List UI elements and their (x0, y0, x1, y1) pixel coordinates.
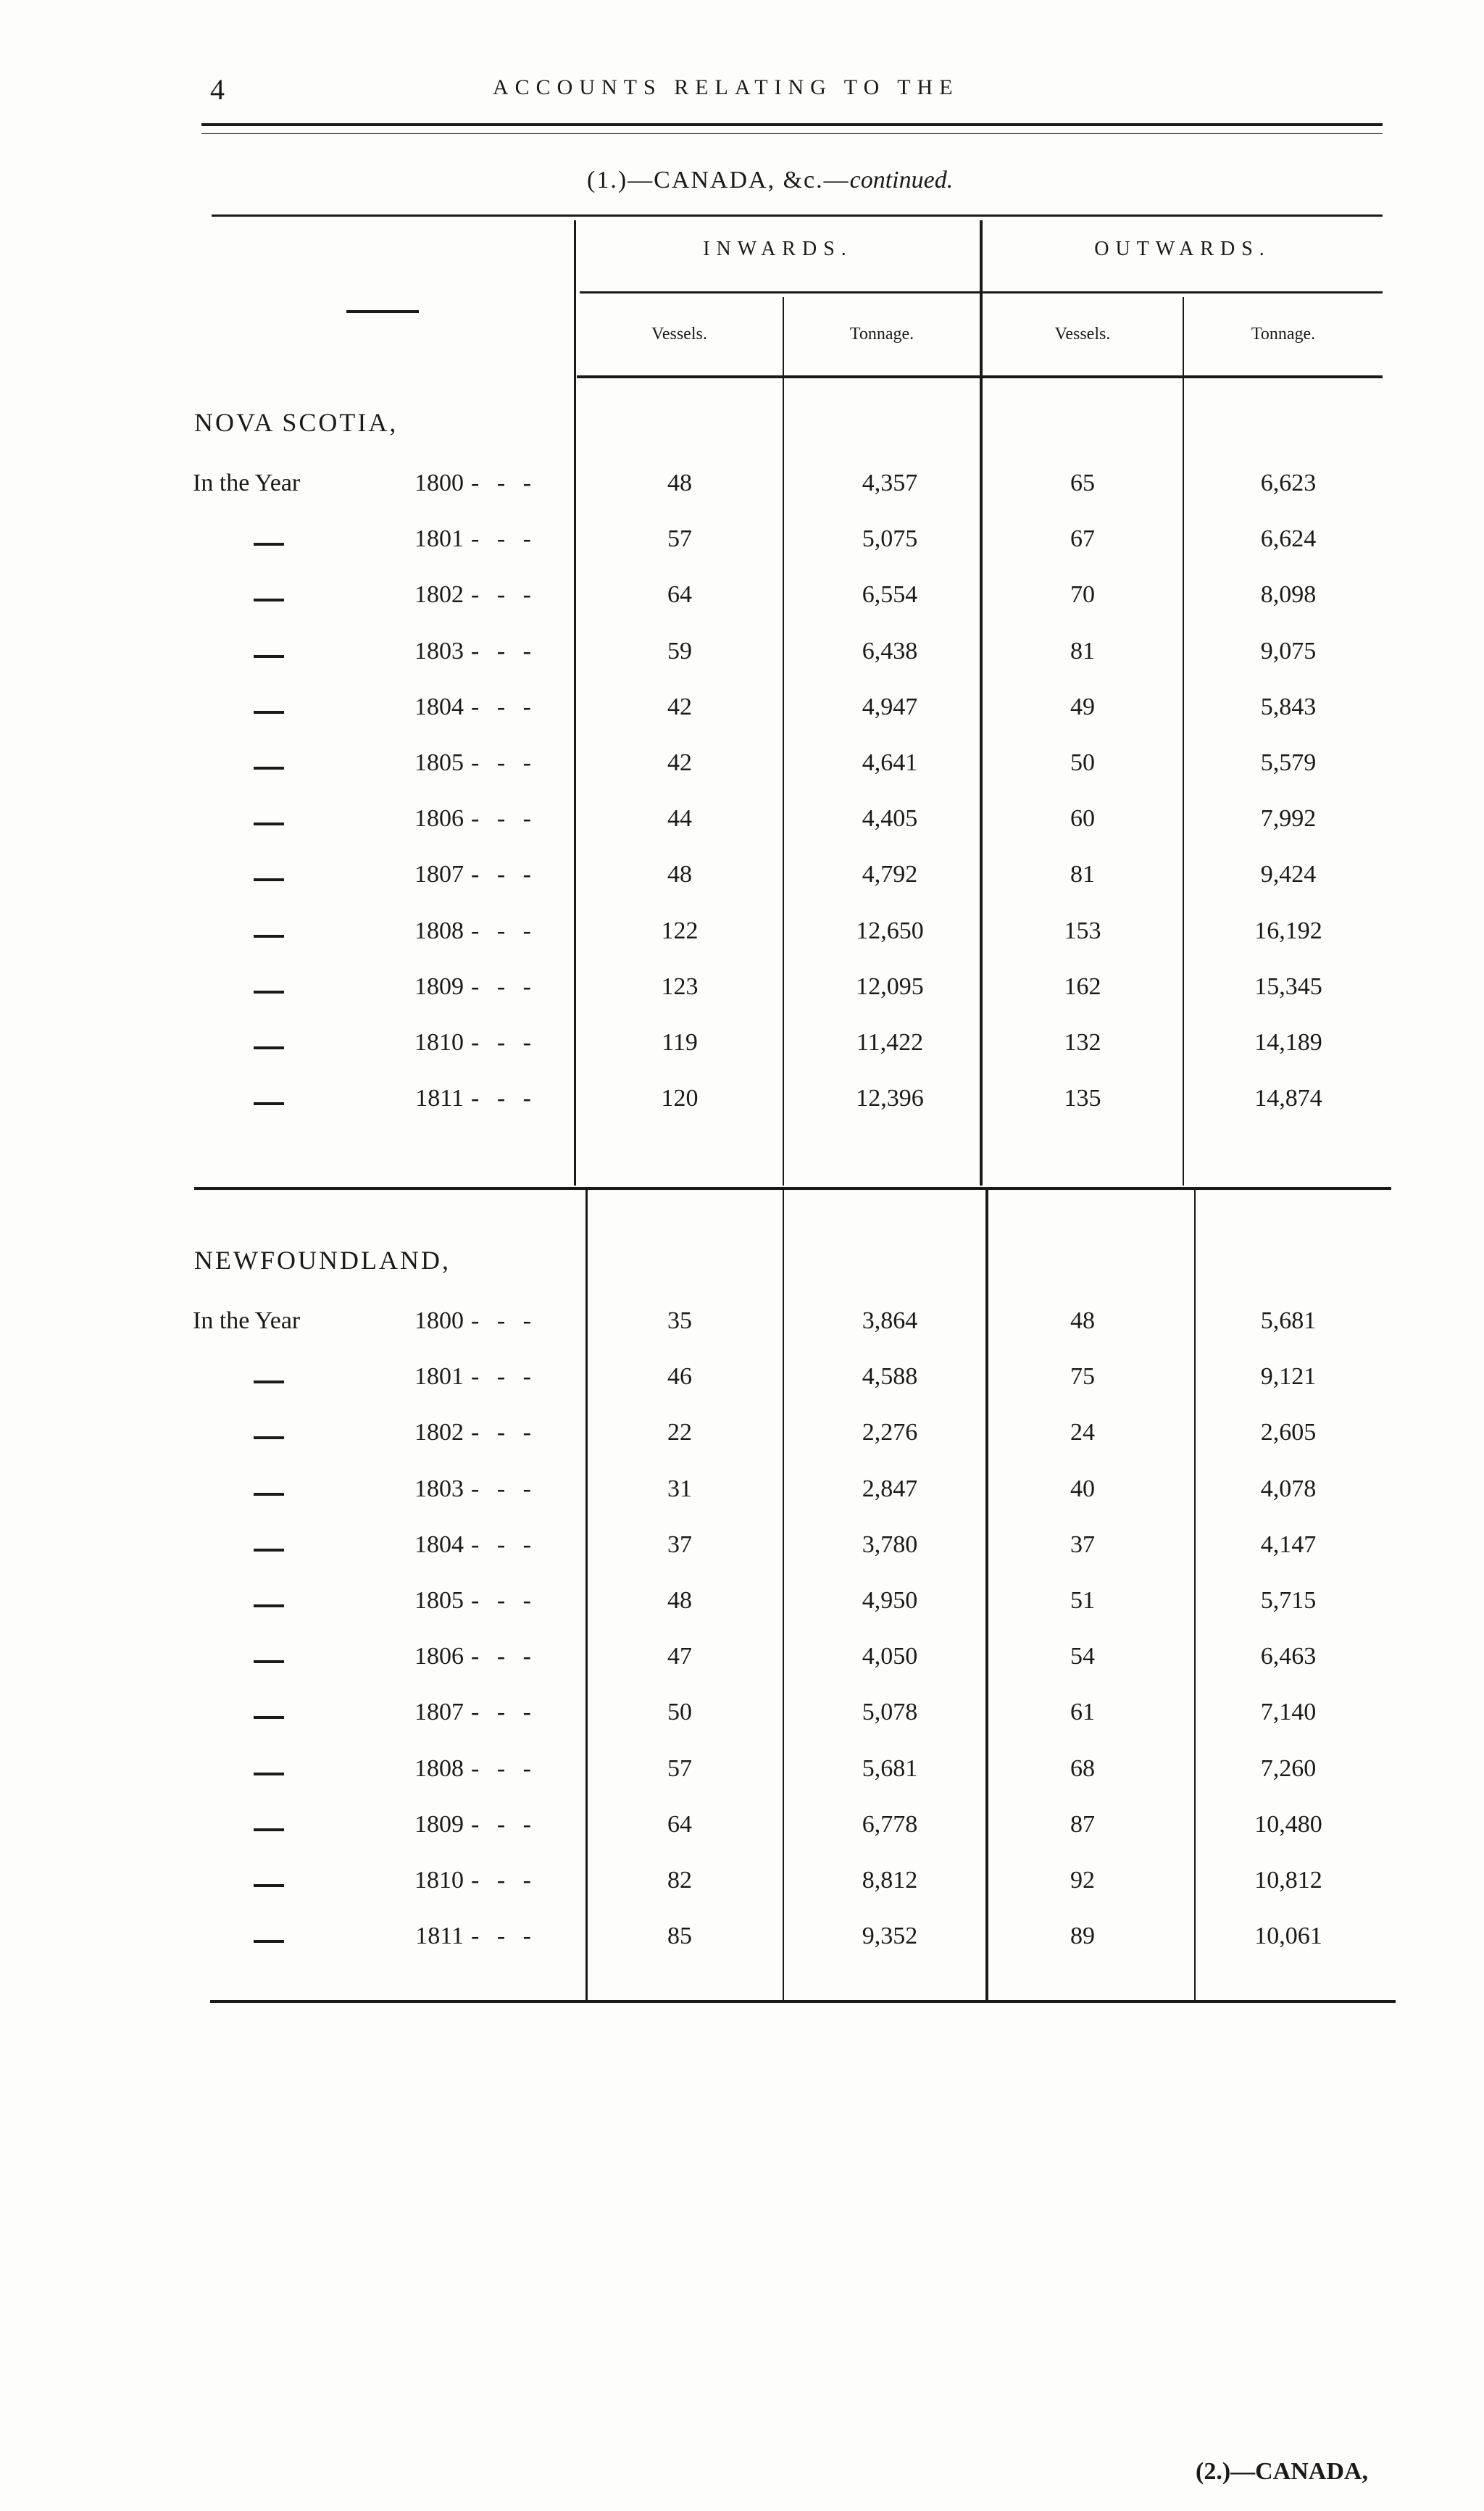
leader-dots: - - - (471, 581, 537, 609)
vessels-out-cell: 54 (1070, 1643, 1095, 1670)
leader-dots: - - - (471, 1754, 537, 1782)
vessels-in-cell: 37 (667, 1531, 692, 1558)
row-prefix: In the Year (193, 1307, 301, 1334)
vessels-in-cell: 123 (661, 973, 699, 1000)
stub-header-dash (346, 310, 419, 313)
ditto-dash (254, 1884, 284, 1887)
tonnage-in-cell: 5,075 (862, 525, 918, 553)
leader-dots: - - - (471, 525, 537, 553)
table-row (0, 861, 1484, 897)
leader-dots: - - - (471, 805, 537, 833)
vessels-out-cell: 61 (1070, 1699, 1095, 1726)
leader-dots: - - - (471, 470, 537, 496)
year-cell: 1807 (414, 861, 464, 888)
tonnage-out-cell: 4,147 (1260, 1531, 1317, 1558)
year-cell: 1800 (414, 470, 464, 496)
table-row (0, 581, 1484, 617)
year-cell: 1809 (414, 1810, 464, 1838)
vessels-out-cell: 132 (1064, 1029, 1101, 1056)
running-title: ACCOUNTS RELATING TO THE (493, 75, 959, 99)
table-row (0, 1475, 1484, 1512)
vessels-out-cell: 51 (1070, 1587, 1095, 1614)
vessels-in-cell: 48 (667, 470, 692, 496)
tonnage-in-cell: 5,078 (862, 1699, 918, 1726)
col-header-vessels-out: Vessels. (1054, 325, 1111, 343)
leader-dots: - - - (471, 749, 537, 776)
year-cell: 1801 (414, 525, 464, 553)
tonnage-out-cell: 4,078 (1260, 1475, 1317, 1502)
tonnage-in-cell: 4,950 (862, 1587, 918, 1614)
tonnage-out-cell: 10,812 (1254, 1867, 1322, 1894)
vessels-out-cell: 50 (1070, 749, 1095, 776)
header-rule-thin (201, 133, 1383, 134)
subtitle-rule (212, 215, 1383, 217)
table-row (0, 1363, 1484, 1399)
tonnage-in-cell: 4,641 (862, 749, 918, 776)
tonnage-in-cell: 3,864 (862, 1307, 918, 1334)
leader-dots: - - - (471, 1085, 537, 1112)
tonnage-out-cell: 14,874 (1254, 1085, 1322, 1112)
vessels-in-cell: 122 (661, 917, 699, 944)
ditto-dash (254, 767, 284, 770)
vessels-out-cell: 89 (1070, 1923, 1095, 1950)
leader-dots: - - - (471, 973, 537, 1000)
table-bottom-rule (210, 2000, 1396, 2003)
year-cell: 1802 (414, 581, 464, 609)
table-row (0, 694, 1484, 730)
vessels-in-cell: 120 (661, 1085, 699, 1112)
table-row (0, 1867, 1484, 1903)
leader-dots: - - - (471, 1587, 537, 1614)
row-prefix: In the Year (193, 470, 301, 496)
vessels-in-cell: 35 (667, 1307, 692, 1334)
table-row (0, 525, 1484, 562)
year-cell: 1802 (414, 1419, 464, 1446)
section-heading: NOVA SCOTIA, (194, 408, 399, 437)
tonnage-out-cell: 9,424 (1260, 861, 1317, 888)
table-row (0, 1531, 1484, 1567)
table-row (0, 1811, 1484, 1847)
vessels-out-cell: 37 (1070, 1531, 1095, 1558)
ditto-dash (254, 1828, 284, 1831)
vessels-in-cell: 85 (667, 1923, 692, 1950)
tonnage-in-cell: 3,780 (862, 1531, 918, 1558)
subtitle-italic: continued. (849, 167, 954, 193)
tonnage-in-cell: 11,422 (856, 1029, 924, 1056)
year-cell: 1811 (415, 1085, 464, 1112)
col-header-rule (577, 375, 1383, 378)
vessels-in-cell: 47 (667, 1643, 692, 1670)
tonnage-in-cell: 4,947 (862, 693, 918, 720)
year-cell: 1808 (414, 1754, 464, 1782)
vessels-in-cell: 31 (667, 1475, 692, 1502)
tonnage-in-cell: 6,778 (862, 1810, 918, 1838)
ditto-dash (254, 1940, 284, 1943)
tonnage-out-cell: 10,480 (1254, 1810, 1322, 1838)
section-separator-rule (194, 1187, 1391, 1190)
tonnage-out-cell: 6,623 (1260, 470, 1317, 496)
table-row (0, 1699, 1484, 1735)
ditto-dash (254, 1436, 284, 1439)
vessels-out-cell: 48 (1070, 1307, 1095, 1334)
vessels-in-cell: 82 (667, 1867, 692, 1894)
tonnage-in-cell: 4,588 (862, 1363, 918, 1391)
leader-dots: - - - (471, 1531, 537, 1558)
col-header-tonnage-out: Tonnage. (1251, 325, 1316, 343)
header-rule (201, 123, 1383, 126)
tonnage-out-cell: 15,345 (1254, 973, 1322, 1000)
vessels-out-cell: 68 (1070, 1754, 1095, 1782)
year-cell: 1806 (414, 1643, 464, 1670)
year-cell: 1800 (414, 1307, 464, 1334)
vessels-in-cell: 119 (662, 1029, 698, 1056)
vessels-in-cell: 57 (667, 1754, 692, 1782)
col-header-vessels-in: Vessels. (651, 325, 707, 343)
leader-dots: - - - (471, 1643, 537, 1670)
table-row (0, 1923, 1484, 1959)
tonnage-out-cell: 5,843 (1260, 693, 1317, 720)
year-cell: 1805 (414, 1587, 464, 1614)
year-cell: 1805 (414, 749, 464, 776)
ditto-dash (254, 1493, 284, 1496)
tonnage-out-cell: 2,605 (1260, 1419, 1317, 1446)
vessels-out-cell: 153 (1064, 917, 1101, 944)
vessels-out-cell: 65 (1070, 470, 1095, 496)
ditto-dash (254, 878, 284, 881)
ditto-dash (254, 935, 284, 938)
vessels-in-cell: 57 (667, 525, 692, 553)
leader-dots: - - - (471, 1867, 537, 1894)
tonnage-out-cell: 9,075 (1260, 637, 1317, 665)
subtitle-text: (1.)—CANADA, &c.— (587, 167, 850, 193)
tonnage-in-cell: 6,554 (862, 581, 918, 609)
tonnage-in-cell: 2,847 (862, 1475, 918, 1502)
leader-dots: - - - (471, 1029, 537, 1056)
vessels-out-cell: 49 (1070, 693, 1095, 720)
vessels-out-cell: 162 (1064, 973, 1101, 1000)
tonnage-out-cell: 16,192 (1254, 917, 1322, 944)
vessels-out-cell: 60 (1070, 805, 1095, 833)
vessels-in-cell: 50 (667, 1699, 692, 1726)
table-row (0, 638, 1484, 674)
ditto-dash (254, 1549, 284, 1552)
table-subtitle (587, 167, 953, 194)
vessels-in-cell: 64 (667, 581, 692, 609)
tonnage-out-cell: 9,121 (1260, 1363, 1317, 1391)
catchword: (2.)—CANADA, (1196, 2458, 1368, 2485)
section-heading: NEWFOUNDLAND, (194, 1246, 451, 1275)
table-row (0, 1755, 1484, 1791)
year-cell: 1809 (414, 973, 464, 1000)
tonnage-out-cell: 7,992 (1260, 805, 1317, 833)
tonnage-in-cell: 4,357 (862, 470, 918, 496)
year-cell: 1811 (415, 1923, 464, 1950)
vessels-out-cell: 92 (1070, 1867, 1095, 1894)
vessels-out-cell: 87 (1070, 1810, 1095, 1838)
vessels-out-cell: 81 (1070, 861, 1095, 888)
vessels-in-cell: 48 (667, 1587, 692, 1614)
year-cell: 1803 (414, 637, 464, 665)
table-row (0, 973, 1484, 1009)
tonnage-out-cell: 7,140 (1260, 1699, 1317, 1726)
tonnage-in-cell: 8,812 (862, 1867, 918, 1894)
tonnage-out-cell: 14,189 (1254, 1029, 1322, 1056)
vessels-out-cell: 135 (1064, 1085, 1101, 1112)
leader-dots: - - - (471, 1419, 537, 1446)
table-row (0, 1085, 1484, 1121)
leader-dots: - - - (471, 917, 537, 944)
table-row (0, 917, 1484, 954)
tonnage-in-cell: 12,095 (856, 973, 924, 1000)
vessels-out-cell: 40 (1070, 1475, 1095, 1502)
tonnage-in-cell: 9,352 (862, 1923, 918, 1950)
table-row (0, 749, 1484, 786)
tonnage-out-cell: 10,061 (1254, 1923, 1322, 1950)
leader-dots: - - - (471, 1810, 537, 1838)
table-row (0, 1419, 1484, 1455)
ditto-dash (254, 711, 284, 714)
tonnage-in-cell: 12,396 (856, 1085, 924, 1112)
ditto-dash (254, 599, 284, 601)
year-cell: 1804 (414, 1531, 464, 1558)
group-header-outwards: OUTWARDS. (1094, 238, 1271, 260)
vessels-in-cell: 44 (667, 805, 692, 833)
leader-dots: - - - (471, 861, 537, 888)
ditto-dash (254, 1102, 284, 1105)
leader-dots: - - - (471, 1923, 537, 1950)
table-row (0, 1307, 1484, 1344)
table-row (0, 805, 1484, 841)
tonnage-in-cell: 4,405 (862, 805, 918, 833)
leader-dots: - - - (471, 1307, 537, 1334)
ditto-dash (254, 1716, 284, 1719)
ditto-dash (254, 1660, 284, 1663)
tonnage-in-cell: 4,792 (862, 861, 918, 888)
vessels-in-cell: 42 (667, 749, 692, 776)
vessels-out-cell: 70 (1070, 581, 1095, 609)
leader-dots: - - - (471, 1475, 537, 1502)
tonnage-in-cell: 2,276 (862, 1419, 918, 1446)
vessels-out-cell: 81 (1070, 637, 1095, 665)
year-cell: 1803 (414, 1475, 464, 1502)
year-cell: 1801 (414, 1363, 464, 1391)
table-row (0, 1643, 1484, 1679)
leader-dots: - - - (471, 637, 537, 665)
ditto-dash (254, 991, 284, 994)
group-header-inwards: INWARDS. (703, 238, 853, 260)
vessels-out-cell: 75 (1070, 1363, 1095, 1391)
tonnage-in-cell: 4,050 (862, 1643, 918, 1670)
table-row (0, 1029, 1484, 1065)
page-number: 4 (210, 73, 225, 106)
year-cell: 1807 (414, 1699, 464, 1726)
vessels-in-cell: 22 (667, 1419, 692, 1446)
year-cell: 1806 (414, 805, 464, 833)
year-cell: 1810 (414, 1029, 464, 1056)
table-row (0, 470, 1484, 506)
vessels-out-cell: 67 (1070, 525, 1095, 553)
ditto-dash (254, 1773, 284, 1775)
tonnage-out-cell: 6,624 (1260, 525, 1317, 553)
vessels-in-cell: 48 (667, 861, 692, 888)
tonnage-out-cell: 5,681 (1260, 1307, 1317, 1334)
vessels-in-cell: 46 (667, 1363, 692, 1391)
vessels-in-cell: 64 (667, 1810, 692, 1838)
vessels-in-cell: 59 (667, 637, 692, 665)
col-header-tonnage-in: Tonnage. (849, 325, 914, 343)
tonnage-in-cell: 5,681 (862, 1754, 918, 1782)
year-cell: 1808 (414, 917, 464, 944)
tonnage-out-cell: 8,098 (1260, 581, 1317, 609)
leader-dots: - - - (471, 1699, 537, 1726)
ditto-dash (254, 1046, 284, 1049)
tonnage-out-cell: 6,463 (1260, 1643, 1317, 1670)
ditto-dash (254, 1381, 284, 1383)
tonnage-out-cell: 5,579 (1260, 749, 1317, 776)
ditto-dash (254, 655, 284, 658)
year-cell: 1810 (414, 1867, 464, 1894)
group-header-rule (580, 291, 1383, 293)
vessels-out-cell: 24 (1070, 1419, 1095, 1446)
leader-dots: - - - (471, 693, 537, 720)
table-row (0, 1587, 1484, 1623)
tonnage-out-cell: 7,260 (1260, 1754, 1317, 1782)
ditto-dash (254, 823, 284, 825)
year-cell: 1804 (414, 693, 464, 720)
leader-dots: - - - (471, 1363, 537, 1391)
tonnage-out-cell: 5,715 (1260, 1587, 1317, 1614)
ditto-dash (254, 543, 284, 546)
tonnage-in-cell: 12,650 (856, 917, 924, 944)
ditto-dash (254, 1604, 284, 1607)
vessels-in-cell: 42 (667, 693, 692, 720)
tonnage-in-cell: 6,438 (862, 637, 918, 665)
